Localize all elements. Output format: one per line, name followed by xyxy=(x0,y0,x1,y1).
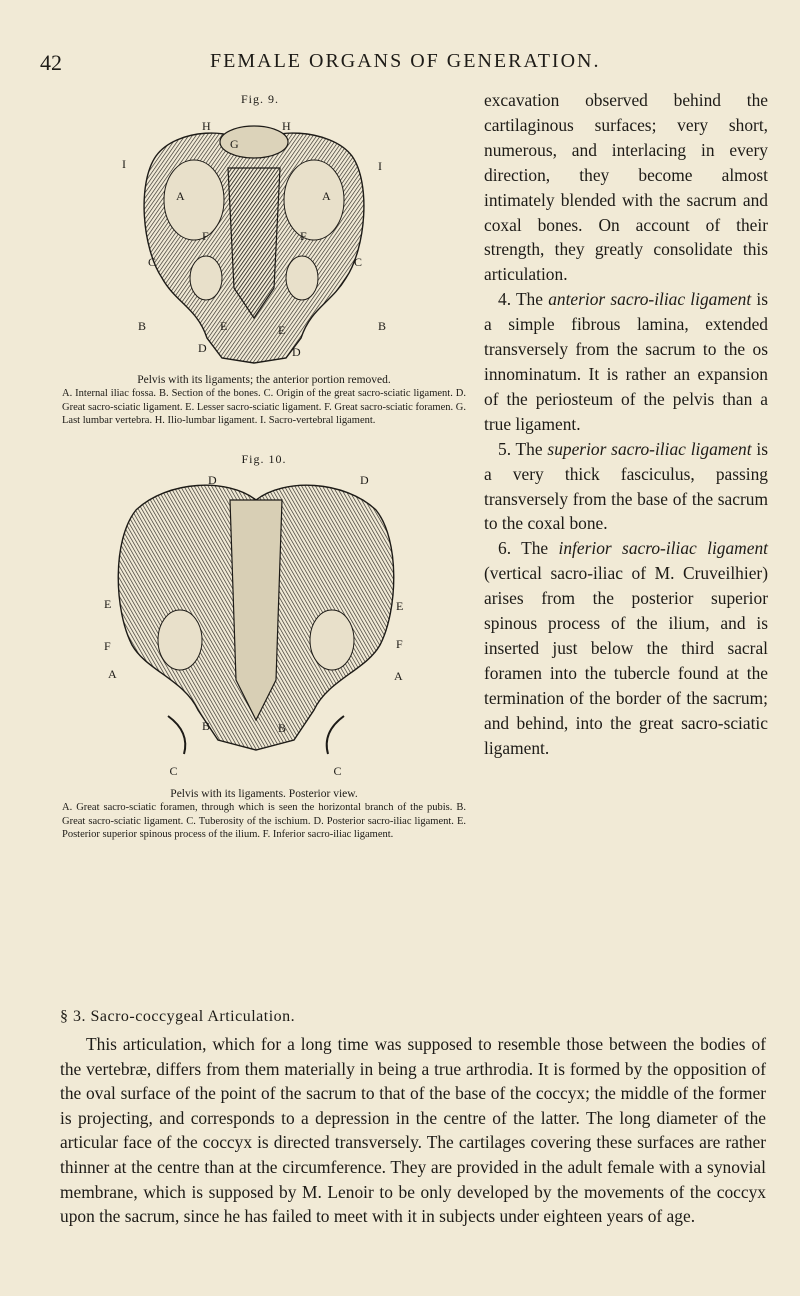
pelvis-anterior-removed-drawing xyxy=(116,108,392,370)
para-3-term: superior sacro-iliac ligament xyxy=(547,438,752,459)
fig10-letter-e-right: E xyxy=(396,599,404,613)
fig9-letter-f-right: F xyxy=(300,229,307,243)
right-col-paragraph-3 xyxy=(484,437,768,537)
para-4-rest: (vertical sacro-iliac of M. Cruveilhier) arises from the posterior superior spinous process of the ilium, and is inserted just below the third sacral foramen into the tubercle found at the termination of the border of the sacrum; and behind, into the great sacro-sciatic ligament. xyxy=(484,563,768,758)
fig9-letter-c-right: C xyxy=(354,255,363,269)
running-head xyxy=(40,50,760,74)
left-great-sciatic-foramen xyxy=(158,610,202,670)
para-3-rest: is a very thick fasciculus, passing transversely from the base of the sacrum to the coxal bone. xyxy=(484,438,769,534)
fig9-letter-b-left: B xyxy=(138,319,147,333)
para-2-term: anterior sacro-iliac ligament xyxy=(548,289,752,310)
page-number: 42 xyxy=(40,50,62,75)
section-body-paragraph: This articulation, which for a long time was supposed to resemble those between the bodies of the vertebræ, differs from them materially in being a true arthrodia. It is formed by the opposition of the oval surface of the point of the sacrum to that of the base of the coccyx; the middle of the former is projecting, and corresponds to a depression in the centre of the latter. The long diameter of the articular face of the coccyx is directed transversely. The cartilages covering these surfaces are rather thinner at the centre than at the circumference. They are provided in the adult female with a synovial membrane, which is supposed by M. Lenoir to be only developed by the movements of the coccyx upon the sacrum, since he has failed to meet with it in subjects under eighteen years of age. xyxy=(60,1034,766,1227)
figure-9-caption xyxy=(62,374,466,428)
figure-10-caption xyxy=(62,788,466,842)
fig9-letter-h-left: H xyxy=(202,119,211,133)
fig9-letter-i-right: I xyxy=(378,159,382,173)
fig9-letter-f-left: F xyxy=(202,229,209,243)
para-3-number: 5. The xyxy=(498,438,548,459)
fig9-letter-a-right: A xyxy=(322,189,331,203)
fig9-letter-b-right: B xyxy=(378,319,387,333)
para-4-number: 6. The xyxy=(498,538,559,559)
fig9-letter-c-left: C xyxy=(148,255,157,269)
left-sciatic-foramen xyxy=(190,256,222,300)
left-ischial-tuberosity xyxy=(168,716,185,754)
running-title: FEMALE ORGANS OF GENERATION. xyxy=(210,50,601,72)
figure-10-caption-body: A. Great sacro-sciatic foramen, through which is seen the horizontal branch of the pubis. B. Great sacro-sciatic ligament. C. Tuberosity of the ischium. D. Posterior sacro-iliac ligament. E. Posterior superior spinous process of the ilium. F. Inferior sacro-iliac ligament. xyxy=(62,802,466,841)
fig10-letter-b-right: B xyxy=(278,721,287,735)
fig10-letter-b-left: B xyxy=(202,719,211,733)
figure-9-caption-title: Pelvis with its ligaments; the anterior portion removed. xyxy=(137,374,391,386)
figure-10-illustration xyxy=(98,470,414,760)
figure-9-caption-body: A. Internal iliac fossa. B. Section of the bones. C. Origin of the great sacro-sciatic ligament. D. Great sacro-sciatic ligament. E. Lesser sacro-sciatic ligament. F. Great sacro-sciatic foramen. G. Last lumbar vertebra. H. Ilio-lumbar ligament. I. Sacro-vertebral ligament. xyxy=(62,388,466,427)
fig9-letter-d-right: D xyxy=(292,345,301,359)
right-col-paragraph-2 xyxy=(484,287,768,436)
fig10-letter-f-left: F xyxy=(104,639,111,653)
section-heading: § 3. Sacro-coccygeal Articulation. xyxy=(60,1008,296,1025)
pelvis-posterior-view-drawing xyxy=(98,470,414,760)
figure-10-caption-title: Pelvis with its ligaments. Posterior view. xyxy=(170,788,358,800)
figure-10-label: Fig. 10. xyxy=(241,452,287,466)
fig9-letter-h-right: H xyxy=(282,119,291,133)
fig10-letter-c-right: C xyxy=(333,764,343,778)
fig10-letter-e-left: E xyxy=(104,597,112,611)
fig9-letter-g: G xyxy=(230,137,239,151)
right-ischial-tuberosity xyxy=(327,716,344,754)
fig9-letter-e-right: E xyxy=(278,323,286,337)
fig9-letter-i-left: I xyxy=(122,157,126,171)
fig9-letter-d-left: D xyxy=(198,341,207,355)
right-col-paragraph-1: excavation observed behind the cartilaginous surfaces; very short, numerous, and interlacing in every direction, they become almost intimately blended with the sacrum and coxal bones. On account of their strength, they greatly consolidate this articulation. xyxy=(484,90,768,285)
figure-9-illustration xyxy=(116,108,392,370)
para-2-number: 4. The xyxy=(498,289,549,310)
fig9-letter-e-left: E xyxy=(220,319,228,333)
right-iliac-fossa xyxy=(284,160,344,240)
para-2-rest: is a simple fibrous lamina, extended transversely from the sacrum to the os innominatum. It is rather an expansion of the periosteum of the pelvis than a true ligament. xyxy=(484,289,768,434)
para-4-term: inferior sacro-iliac ligament xyxy=(558,538,768,559)
right-great-sciatic-foramen xyxy=(310,610,354,670)
figure-9-label: Fig. 9. xyxy=(240,92,279,106)
fig10-letter-f-right: F xyxy=(396,637,403,651)
right-column-text xyxy=(484,88,768,760)
fig9-letter-a-left: A xyxy=(176,189,185,203)
left-iliac-fossa xyxy=(164,160,224,240)
right-col-paragraph-4 xyxy=(484,536,768,760)
fig10-letter-d-left: D xyxy=(208,473,217,487)
right-sciatic-foramen xyxy=(286,256,318,300)
fig10-letter-d-right: D xyxy=(360,473,369,487)
fig10-letter-a-left: A xyxy=(108,667,117,681)
fig10-letter-a-right: A xyxy=(394,669,403,683)
fig10-letter-c-left: C xyxy=(169,764,179,778)
